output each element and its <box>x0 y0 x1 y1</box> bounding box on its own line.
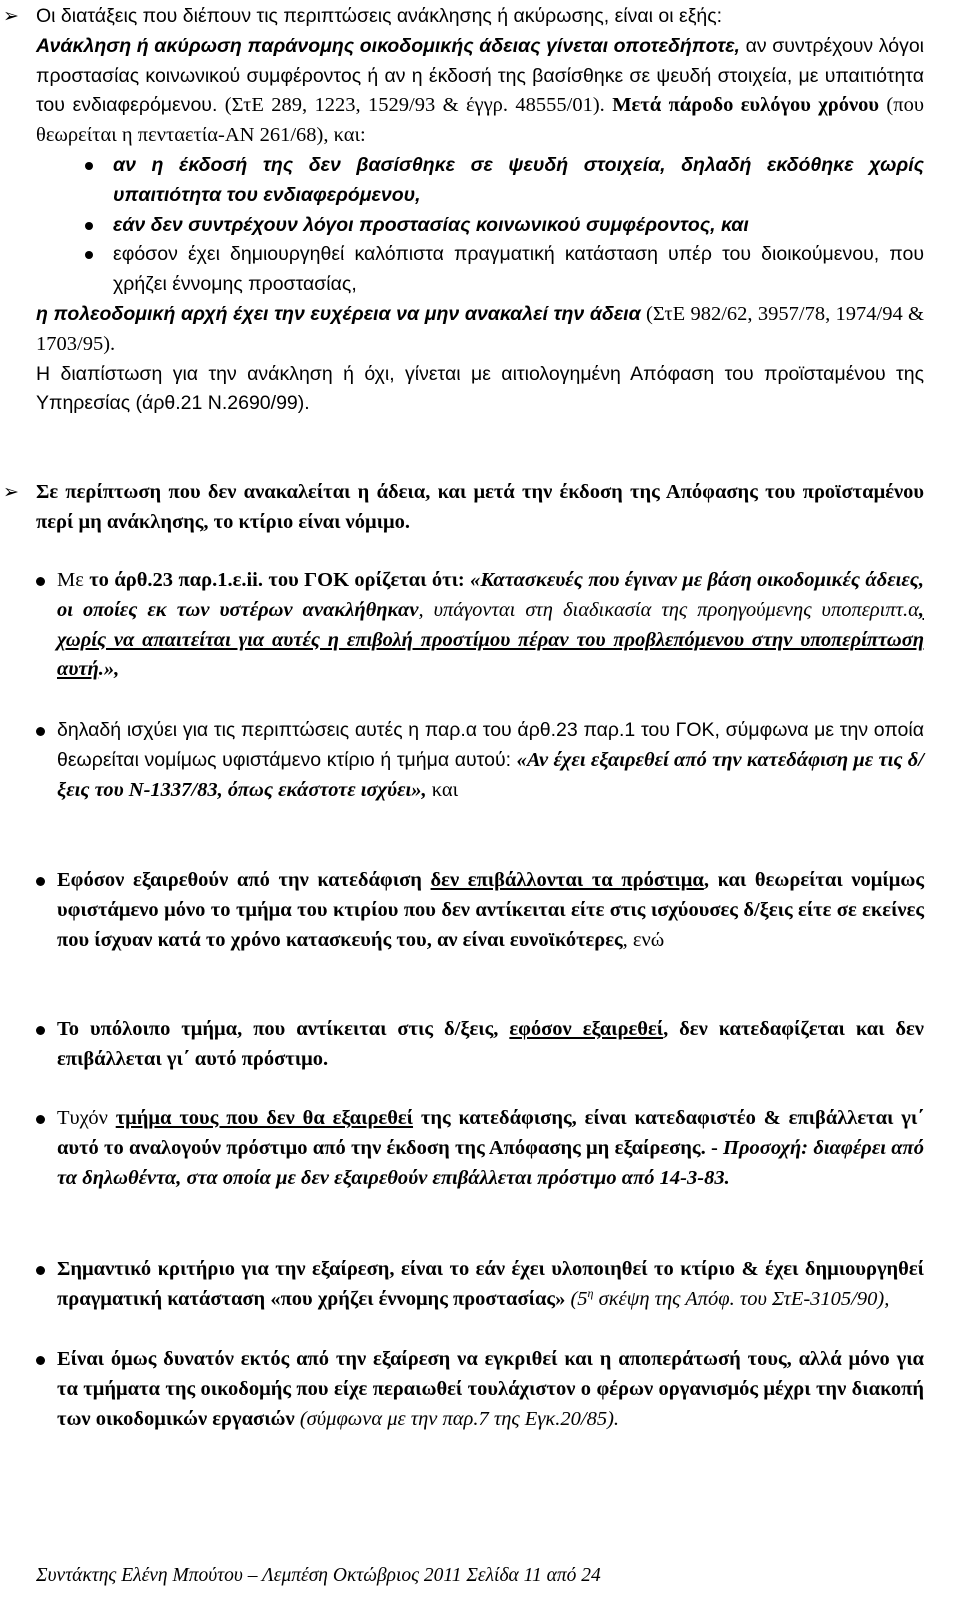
text-run: Σημαντικό κριτήριο για την εξαίρεση, είναι το εάν έχει υλοποιηθεί το κτίριο & έχει δημιουργηθεί πραγματική κατάσταση «που χρήζει έννομης προστασίας» <box>57 1258 924 1310</box>
bullet-dot-icon <box>36 577 45 586</box>
reasonable-time-bold: Μετά πάροδο ευλόγου χρόνου <box>612 94 880 117</box>
underlined-text: εφόσον εξαιρεθεί <box>509 1018 664 1040</box>
page-footer: Συντάκτης Ελένη Μπούτου – Λεμπέση Οκτώβριος 2011 Σελίδα 11 από 24 <box>36 1565 601 1586</box>
bullet-dot-icon <box>36 1266 45 1275</box>
underlined-text: τμήμα τους που δεν θα εξαιρεθεί <box>115 1107 414 1129</box>
text-run: Το υπόλοιπο τμήμα, που αντίκειται στις δ/ξεις, <box>57 1018 510 1040</box>
quote-bold: «Κατασκευές που έγιναν με βάση οικοδομικές άδειες, οι οποίες εκ των υστέρων ανακλήθηκαν <box>57 569 924 621</box>
lead-bold: Ανάκληση ή ακύρωση παράνομης οικοδομικής άδειας γίνεται οποτεδήποτε, <box>36 34 740 57</box>
conditions-list <box>36 151 924 300</box>
text-run: σκέψη της Απόφ. του ΣτΕ-3105/90), <box>593 1287 890 1310</box>
quote-underlined: , χωρίς να απαιτείται για αυτές η επιβολή προστίμου πέραν του προβλεπόμενου στην υποπερίπτωση αυτή <box>57 598 924 681</box>
text-run: Με <box>57 569 90 591</box>
text-run: και <box>426 778 459 801</box>
underlined-text: δεν επιβάλλονται τα πρόστιμα <box>430 869 704 891</box>
arrow-bullet-icon: ➢ <box>3 5 19 27</box>
text-run: διαφέρει από τα δηλωθέντα, στα οποία με δεν εξαιρεθούν επιβάλλεται πρόστιμο από 14-3-83. <box>57 1136 924 1189</box>
condition-item: εφόσον έχει δημιουργηθεί καλόπιστα πραγματική κατάσταση υπέρ του διοικούμενου, που χρήζει έννομης προστασίας, <box>36 240 924 300</box>
text-run: Τυχόν <box>57 1107 116 1129</box>
intro-text: Οι διατάξεις που διέπουν τις περιπτώσεις ανάκλησης ή ακύρωσης, είναι οι εξής: <box>36 5 723 27</box>
text-run: Εφόσον εξαιρεθούν από την κατεδάφιση <box>57 869 431 891</box>
attention-label: Προσοχή: <box>723 1136 809 1159</box>
reasonable-time-rest: (που θεωρείται η πενταετία-ΑΝ 261/68), και: <box>36 94 925 147</box>
text-run: , δεν κατεδαφίζεται και δεν επιβάλλεται γι΄ αυτό πρόστιμο. <box>57 1018 924 1070</box>
quote-italic: , υπάγονται στη διαδικασία της προηγούμενης υποπεριπτ.α <box>418 598 919 621</box>
bullet-dot-icon <box>36 727 45 736</box>
reference-1: (ΣτΕ 289, 1223, 1529/93 & έγγρ. 48555/01). <box>217 94 613 117</box>
text-run: Είναι όμως δυνατόν εκτός από την εξαίρεση να εγκριθεί και η αποπεράτωσή τους, αλλά μόνο για τα τμήματα της οικοδομής που είχε περαιωθεί τουλάχιστον ο φέρων οργανισμός μέχρι την διακοπή των οικοδομικών εργασιών <box>57 1348 924 1430</box>
section-heading: Σε περίπτωση που δεν ανακαλείται η άδεια, και μετά την έκδοση της Απόφασης του προϊσταμένου περί μη ανάκλησης, το κτίριο είναι νόμιμο. <box>36 481 924 533</box>
conclusion-bold: η πολεοδομική αρχή έχει την ευχέρεια να μην ανακαλεί την άδεια <box>36 302 641 325</box>
arrow-bullet-icon: ➢ <box>3 481 19 503</box>
text-run: της κατεδάφισης, είναι κατεδαφιστέο & επιβάλλεται γι΄ αυτό το αναλογούν πρόστιμο από την έκδοση της Απόφασης μη εξαίρεσης. - <box>57 1107 925 1159</box>
text-run: (5 <box>565 1287 588 1310</box>
conclusion-rest: (ΣτΕ 982/62, 3957/78, 1974/94 & 1703/95). <box>36 302 924 355</box>
text-run: , και θεωρείται νομίμως υφιστάμενο μόνο το τμήμα του κτιρίου που δεν αντίκειται είτε στις ισχύουσες δ/ξεις είτε σε εκείνες που ίσχυαν κατά το χρόνο κατασκευής του, αν είναι ευνοϊκότερες <box>57 869 924 951</box>
article-ref: το άρθ.23 παρ.1.ε.ii. <box>89 569 263 591</box>
bullet-dot-icon <box>36 877 45 886</box>
quote-bold: «Αν έχει εξαιρεθεί από την κατεδάφιση με τις δ/ξεις του Ν-1337/83, όπως εκάστοτε ισχύει», <box>57 748 924 801</box>
bullet-dot-icon <box>36 1026 45 1035</box>
final-paragraph: Η διαπίστωση για την ανάκληση ή όχι, γίνεται με αιτιολογημένη Απόφαση του προϊσταμένου της Υπηρεσίας (άρθ.21 Ν.2690/99). <box>36 362 924 415</box>
condition-item: αν η έκδοσή της δεν βασίσθηκε σε ψευδή στοιχεία, δηλαδή εκδόθηκε χωρίς υπαιτιότητα του ενδιαφερόμενου, <box>36 151 924 211</box>
bullet-dot-icon <box>36 1115 45 1124</box>
text-run: δηλαδή ισχύει για τις περιπτώσεις αυτές η παρ.α του άρθ.23 παρ.1 του ΓΟΚ, σύμφωνα με την οποία θεωρείται νομίμως υφιστάμενο κτίριο ή τμήμα αυτού: <box>57 719 924 771</box>
superscript: η <box>587 1285 594 1300</box>
text-run: του ΓΟΚ ορίζεται ότι: <box>263 569 471 591</box>
bullet-dot-icon <box>36 1356 45 1365</box>
quote-end: .», <box>98 658 120 681</box>
text-run: , ενώ <box>622 928 665 951</box>
text-run: (σύμφωνα με την παρ.7 της Εγκ.20/85). <box>294 1407 620 1430</box>
lead-rest: αν συντρέχουν λόγοι προστασίας κοινωνικού συμφέροντος ή αν η έκδοσή της βασίσθηκε σε ψευδή στοιχεία, με υπαιτιότητα του ενδιαφερόμενου. <box>36 34 924 117</box>
condition-item: εάν δεν συντρέχουν λόγοι προστασίας κοινωνικού συμφέροντος, και <box>36 211 924 241</box>
